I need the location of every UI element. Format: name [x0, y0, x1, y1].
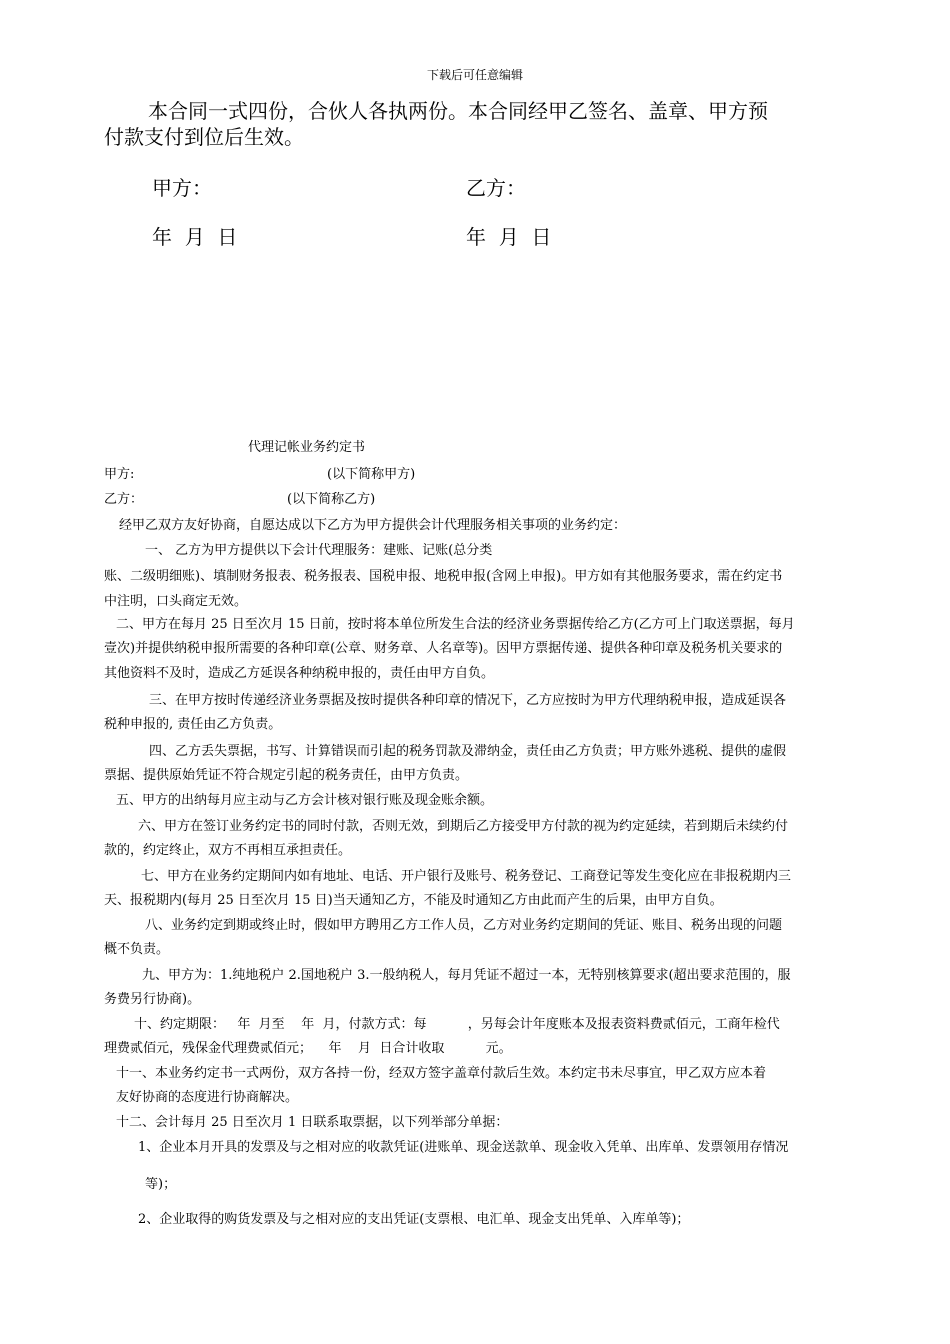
clause-8-line-2: 概不负责。 — [104, 942, 170, 957]
clause-2-line-3: 其他资料不及时，造成乙方延误各种纳税申报的，责任由甲方自负。 — [104, 666, 495, 681]
party-a-label: 甲方: — [104, 467, 135, 482]
clause-3-line-2: 税种申报的, 责任由乙方负责。 — [104, 717, 282, 732]
contract-title: 代理记帐业务约定书 — [248, 440, 366, 455]
signature-party-b: 乙方： — [466, 176, 526, 200]
clause-12-item-1-line-2: 等)； — [145, 1177, 177, 1192]
intro-line-1: 本合同一式四份，合伙人各执两份。本合同经甲乙签名、盖章、甲方预 — [148, 99, 768, 123]
clause-11-line-1: 十一、本业务约定书一式两份，双方各持一份，经双方签字盖章付款后生效。本约定书未尽事宜，甲乙双方应本着 — [116, 1066, 767, 1081]
clause-12-item-2: 2、企业取得的购货发票及与之相对应的支出凭证(支票根、电汇单、现金支出凭单、入库单等)； — [138, 1212, 690, 1227]
preamble: 经甲乙双方友好协商，自愿达成以下乙方为甲方提供会计代理服务相关事项的业务约定： — [119, 518, 627, 533]
clause-6-line-1: 六、甲方在签订业务约定书的同时付款，否则无效，到期后乙方接受甲方付款的视为约定延续，若到期后未续约付 — [138, 819, 789, 834]
clause-9-line-1: 九、甲方为：1.纯地税户 2.国地税户 3.一般纳税人，每月凭证不超过一本，无特别核算要求(超出要求范围的，服 — [142, 968, 791, 983]
clause-3-line-1: 三、在甲方按时传递经济业务票据及按时提供各种印章的情况下，乙方应按时为甲方代理纳税申报，造成延误各 — [149, 693, 787, 708]
clause-10-line-1: 十、约定期限： 年 月至 年 月，付款方式：每 ，另每会计年度账本及报表资料费贰佰元，工商年检代 — [134, 1017, 780, 1032]
party-b-suffix: (以下简称乙方) — [287, 492, 376, 507]
clause-12-item-1-line-1: 1、企业本月开具的发票及与之相对应的收款凭证(进账单、现金送款单、现金收入凭单、出库单、发票领用存情况 — [138, 1140, 789, 1155]
date-party-a: 年 月 日 — [152, 225, 238, 249]
clause-2-line-1: 二、甲方在每月 25 日至次月 15 日前，按时将本单位所发生合法的经济业务票据传给乙方(乙方可上门取送票据，每月 — [116, 617, 795, 632]
clause-10-line-2: 理费贰佰元，残保金代理费贰佰元； 年 月 日合计收取 元。 — [104, 1041, 512, 1056]
clause-2-line-2: 壹次)并提供纳税申报所需要的各种印章(公章、财务章、人名章等)。因甲方票据传递、提供各种印章及税务机关要求的 — [104, 641, 783, 656]
header-note: 下载后可任意编辑 — [426, 68, 523, 82]
clause-1-line-3: 中注明，口头商定无效。 — [104, 594, 248, 609]
party-b-label: 乙方： — [104, 492, 144, 507]
clause-7-line-2: 天、报税期内(每月 25 日至次月 15 日)当天通知乙方，不能及时通知乙方由此而产生的后果，由甲方自负。 — [104, 893, 723, 908]
clause-5: 五、甲方的出纳每月应主动与乙方会计核对银行账及现金账余额。 — [116, 793, 494, 808]
clause-12: 十二、会计每月 25 日至次月 1 日联系取票据，以下列举部分单据： — [116, 1115, 509, 1130]
clause-6-line-2: 款的，约定终止，双方不再相互承担责任。 — [104, 843, 352, 858]
clause-4-line-2: 票据、提供原始凭证不符合规定引起的税务责任，由甲方负责。 — [104, 768, 469, 783]
intro-line-2: 付款支付到位后生效。 — [104, 125, 304, 149]
clause-1-line-2: 账、二级明细账)、填制财务报表、税务报表、国税申报、地税申报(含网上申报)。甲方如有其他服务要求，需在约定书 — [104, 569, 783, 584]
clause-8-line-1: 八、业务约定到期或终止时，假如甲方聘用乙方工作人员，乙方对业务约定期间的凭证、账目、税务出现的问题 — [145, 918, 783, 933]
party-a-suffix: (以下简称甲方) — [327, 467, 416, 482]
signature-party-a: 甲方： — [152, 176, 212, 200]
clause-7-line-1: 七、甲方在业务约定期间内如有地址、电话、开户银行及账号、税务登记、工商登记等发生变化应在非报税期内三 — [141, 869, 792, 884]
clause-1-line-1: 一、 乙方为甲方提供以下会计代理服务：建账、记账(总分类 — [145, 543, 493, 558]
clause-9-line-2: 务费另行协商)。 — [104, 992, 201, 1007]
clause-11-line-2: 友好协商的态度进行协商解决。 — [116, 1090, 299, 1105]
clause-4-line-1: 四、乙方丢失票据，书写、计算错误而引起的税务罚款及滞纳金，责任由乙方负责；甲方账外逃税、提供的虚假 — [149, 744, 787, 759]
date-party-b: 年 月 日 — [466, 225, 552, 249]
